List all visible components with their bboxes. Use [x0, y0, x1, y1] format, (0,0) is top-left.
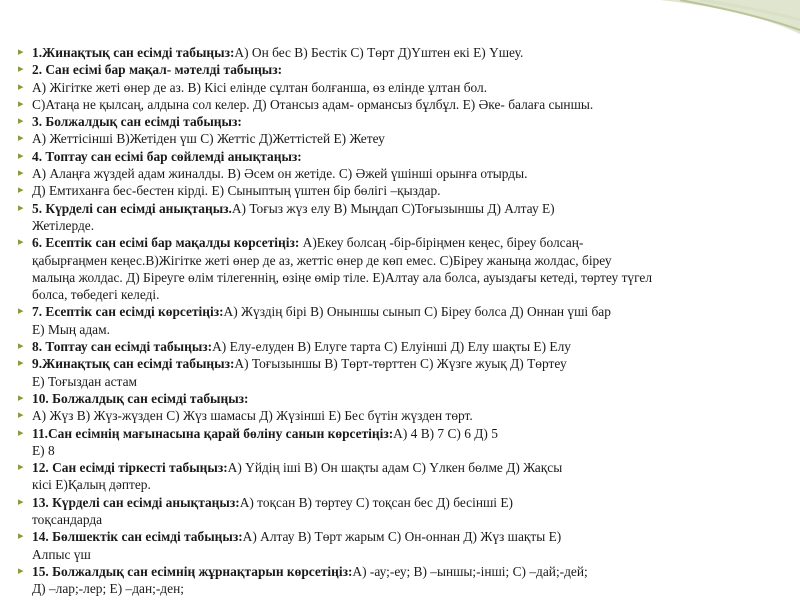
question-title: 10. Болжалдық сан есімді табыңыз: — [32, 390, 249, 406]
question-line — [18, 407, 770, 424]
question-title: 3. Болжалдық сан есімді табыңыз: — [32, 114, 242, 130]
answer-options: А) тоқсан В) төртеу С) тоқсан бес Д) бесінші Е) — [239, 494, 513, 510]
question-line — [18, 390, 770, 407]
question-line — [18, 148, 770, 165]
answer-options: А) Жүз В) Жүз-жүзден С) Жүз шамасы Д) Жүзінші Е) Бес бүтін жүзден төрт. — [32, 408, 473, 424]
question-title: 1.Жинақтық сан есімді табыңыз: — [32, 45, 235, 60]
answer-options: болса, төбедегі келеді. — [32, 287, 160, 303]
question-line — [18, 252, 770, 269]
question-title: 2. Сан есімі бар мақал- мәтелді табыңыз: — [32, 62, 283, 78]
answer-options: А) Үйдің іші В) Он шақты адам С) Үлкен бөлме Д) Жақсы — [227, 460, 563, 476]
test-questions — [18, 44, 770, 598]
question-line — [18, 165, 770, 182]
answer-options: А) Тоғыз жүз елу В) Мыңдап С)Тоғызыншы Д) Алтау Е) — [231, 200, 555, 216]
question-title: 12. Сан есімді тіркесті табыңыз: — [32, 460, 228, 476]
answer-options: С)Атаңа не қылсаң, алдына сол келер. Д) Отансыз адам- ормансыз бұлбұл. Е) Әке- балаға сыншы. — [32, 96, 594, 112]
question-line — [18, 546, 770, 563]
question-title: 4. Топтау сан есімі бар сөйлемді анықтаңыз: — [32, 148, 302, 164]
answer-options: Алпыс үш — [32, 546, 91, 562]
answer-options: Жетілерде. — [32, 217, 95, 233]
question-line — [18, 338, 770, 355]
question-line — [18, 511, 770, 528]
answer-options: малыңа жолдас. Д) Біреуге өлім тілегеннің, өзіңе өмір тіле. Е)Алтау ала болса, ауыздағы кетеді, төртеу түгел — [32, 269, 653, 285]
question-line — [18, 269, 770, 286]
question-line — [18, 425, 770, 442]
answer-options: А) Алтау В) Төрт жарым С) Он-оннан Д) Жүз шақты Е) — [242, 529, 562, 545]
question-line — [18, 494, 770, 511]
answer-options: Е) Мың адам. — [32, 321, 110, 337]
question-line — [18, 459, 770, 476]
question-title: 11.Сан есімнің мағынасына қарай бөліну санын көрсетіңіз: — [32, 425, 394, 441]
answer-options: Е) 8 — [32, 442, 55, 458]
answer-options: А) Он бес В) Бестік С) Төрт Д)Үштен екі Е) Үшеу. — [234, 45, 524, 60]
question-title: 13. Күрделі сан есімді анықтаңыз: — [32, 494, 240, 510]
question-line — [18, 580, 770, 597]
answer-options: Д) Емтиханға бес-бестен кірді. Е) Сыныптың үштен бір бөлігі –қыздар. — [32, 183, 441, 199]
answer-options: А) Тоғызыншы В) Төрт-төрттен С) Жүзге жуық Д) Төртеу — [234, 356, 567, 372]
question-line — [18, 303, 770, 320]
question-title: 15. Болжалдық сан есімнің жұрнақтарын көрсетіңіз: — [32, 563, 353, 579]
answer-options: А) Жігітке жеті өнер де аз. В) Кісі елінде сұлтан болғанша, өз елінде ұлтан бол. — [32, 79, 488, 95]
question-line — [18, 355, 770, 372]
question-line — [18, 442, 770, 459]
question-line — [18, 217, 770, 234]
question-line — [18, 96, 770, 113]
question-line — [18, 234, 770, 251]
question-title: 5. Күрделі сан есімді анықтаңыз. — [32, 200, 232, 216]
question-line — [18, 130, 770, 147]
answer-options: тоқсандарда — [32, 512, 103, 528]
answer-options: А) Алаңға жүздей адам жиналды. В) Әсем он жетіде. С) Әжей үшінші орынға отырды. — [32, 166, 528, 182]
answer-options: А) -ау;-еу; В) –ыншы;-інші; С) –дай;-дей; — [352, 563, 588, 579]
question-title: 7. Есептік сан есімді көрсетіңіз: — [32, 304, 224, 320]
question-line — [18, 563, 770, 580]
question-title: 8. Топтау сан есімді табыңыз: — [32, 339, 213, 355]
question-line — [18, 79, 770, 96]
question-title: 6. Есептік сан есімі бар мақалды көрсетіңіз: — [32, 235, 300, 251]
question-line — [18, 286, 770, 303]
answer-options: А) Жеттісінші В)Жетіден үш С) Жеттіс Д)Жеттістей Е) Жетеу — [32, 131, 385, 147]
question-line — [18, 476, 770, 493]
answer-options: А) Елу-елуден В) Елуге тарта С) Елуінші Д) Елу шақты Е) Елу — [212, 339, 571, 355]
answer-options: Е) Тоғыздан астам — [32, 373, 137, 389]
question-line — [18, 373, 770, 390]
question-title: 14. Бөлшектік сан есімді табыңыз: — [32, 529, 243, 545]
answer-options: кісі Е)Қалың дәптер. — [32, 477, 151, 493]
question-line — [18, 182, 770, 199]
question-title: 9.Жинақтық сан есімді табыңыз: — [32, 356, 235, 372]
answer-options: А) Жүздің бірі В) Оныншы сынып С) Біреу болса Д) Оннан үші бар — [223, 304, 611, 320]
answer-options: Д) –лар;-лер; Е) –дан;-ден; — [32, 581, 184, 597]
question-line — [18, 61, 770, 78]
question-line — [18, 321, 770, 338]
answer-options: қабырғаңмен кеңес.В)Жігітке жеті өнер де аз, жеттіс өнер де көп емес. С)Біреу жаныңа жолдас, біреу — [32, 252, 612, 268]
question-line — [18, 44, 770, 61]
question-line — [18, 200, 770, 217]
answer-options: А) 4 В) 7 С) 6 Д) 5 — [393, 425, 498, 441]
question-line — [18, 113, 770, 130]
question-line — [18, 528, 770, 545]
answer-options: А)Екеу болсаң -бір-біріңмен кеңес, біреу болсаң- — [299, 235, 584, 251]
